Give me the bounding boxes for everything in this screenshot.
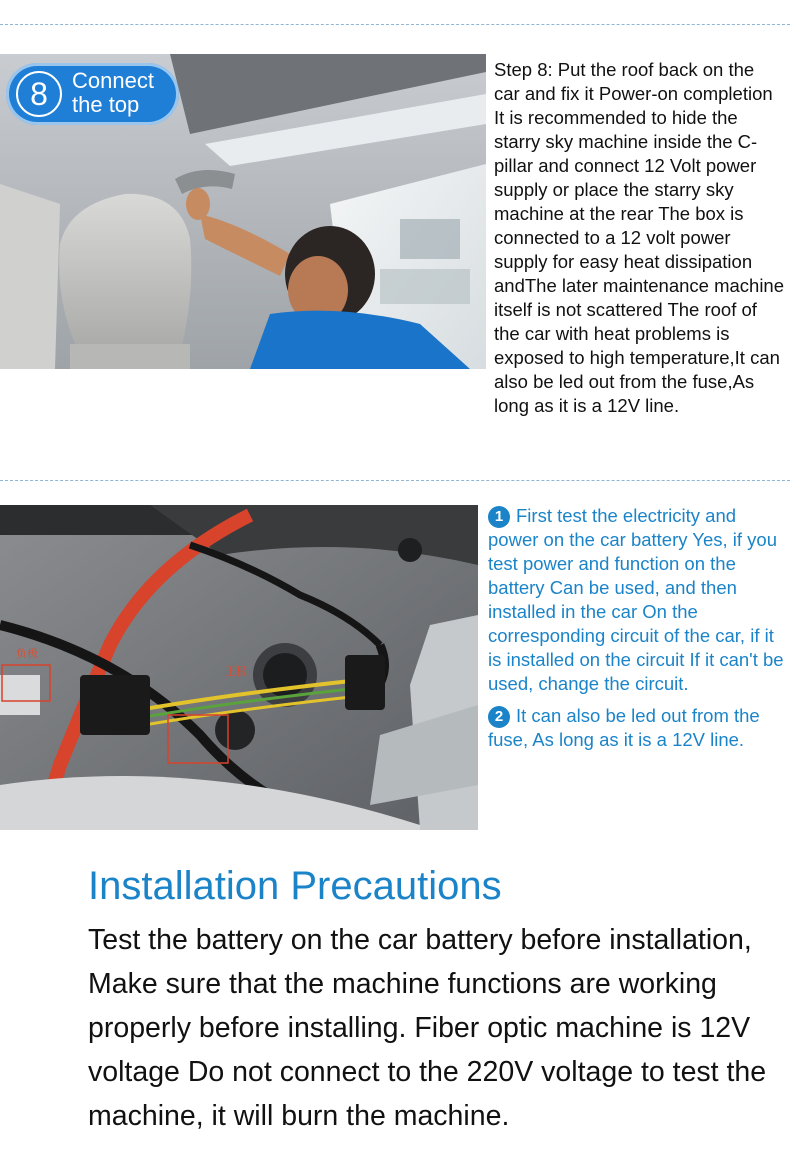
step-recommendation-text: It is recommended to hide the starry sky machine inside the C-pillar and connect 12 Volt power supply or place the starry sky machine at the rear The box is connected to a 12 volt power supply for easy heat dissipation andThe later maintenance machine itself is not scattered The roof of the car with heat problems is exposed to high temperature,It can also be led out from the fuse,As long as it is a 12V line. <box>494 107 785 416</box>
note-text: It can also be led out from the fuse, As long as it is a 12V line. <box>488 705 760 750</box>
precautions-body: Test the battery on the car battery before installation, Make sure that the machine functions are working properly before installing. Fiber optic machine is 12V voltage Do not connect to the 220V voltage to test the machine, it will burn the machine. <box>88 924 767 1132</box>
negative-terminal-label: 负极 <box>16 648 38 660</box>
step-instruction-text: Step 8: Put the roof back on the car and fix it Power-on completion <box>494 59 773 104</box>
note-number-badge: 2 <box>488 706 510 728</box>
note-text: First test the electricity and power on the car battery Yes, if you test power and function on the battery Can be used, and then installed in the car On the corresponding circuit of the car, if it is installed on the circuit If it can't be used, change the circuit. <box>488 505 784 694</box>
middle-divider <box>0 480 790 481</box>
step-badge <box>6 63 179 125</box>
step-number: 8 <box>16 71 62 117</box>
positive-terminal-label: 正极 <box>225 666 247 678</box>
precautions-title: Installation Precautions <box>88 864 502 908</box>
wiring-photo <box>0 505 478 830</box>
note-item <box>488 704 788 752</box>
notes-list <box>488 504 788 760</box>
step-title: Connect the top <box>72 68 154 117</box>
note-item <box>488 504 788 696</box>
note-number-badge: 1 <box>488 506 510 528</box>
step-description <box>494 58 784 418</box>
top-divider <box>0 24 790 25</box>
